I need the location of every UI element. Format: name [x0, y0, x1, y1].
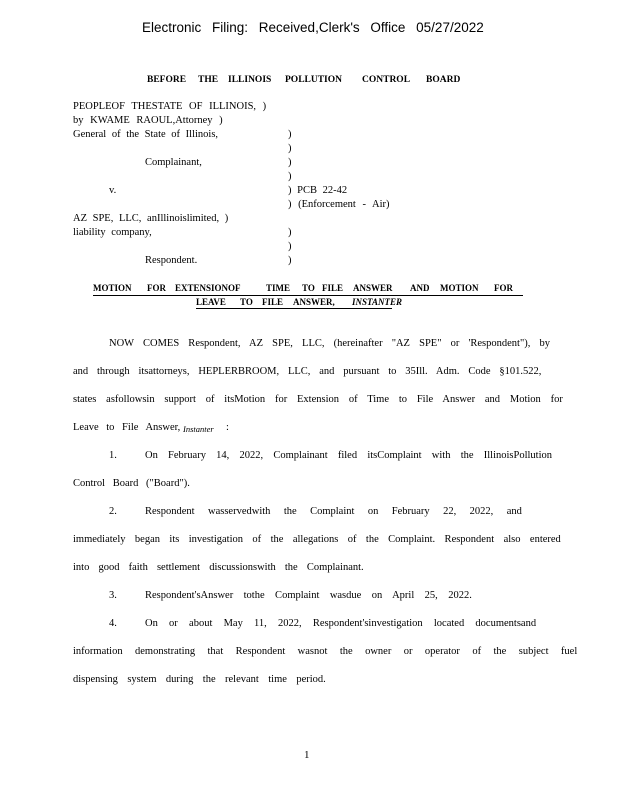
caption-paren: ) [288, 171, 292, 182]
caption-paren: ) [288, 143, 292, 154]
title-word: TO [302, 283, 315, 293]
caption-versus: v. [109, 185, 117, 196]
title-word: AND [410, 283, 430, 293]
paragraph-line: dispensing system during the relevant time period. [73, 674, 326, 685]
title-word: EXTENSIONOF [175, 283, 241, 293]
paragraph-line: On or about May 11, 2022, Respondent'sinvestigation located documentsand [145, 618, 537, 629]
paragraph-number: 3. [109, 590, 117, 601]
title-word: TIME [266, 283, 291, 293]
title-instanter: INSTANTER [352, 297, 403, 307]
paragraph-line: information demonstrating that Respondent wasnot the owner or operator of the subject fuel [73, 646, 578, 657]
caption-respondent-line2: liability company, [73, 227, 152, 238]
title-underline-1 [93, 295, 523, 296]
title-word: LEAVE [196, 297, 226, 307]
caption-paren: ) [288, 129, 292, 140]
page-number: 1 [304, 749, 310, 761]
header-word: BEFORE [147, 75, 187, 85]
header-word: THE [198, 75, 219, 85]
paragraph-line: On February 14, 2022, Complainant filed itsComplaint with the IllinoisPollution [145, 450, 553, 461]
title-word: MOTION [93, 283, 132, 293]
caption-people-line1: PEOPLEOF THESTATE OF ILLINOIS, ) [73, 101, 267, 112]
paragraph-line: Respondent'sAnswer tothe Complaint wasdue on April 25, 2022. [145, 590, 472, 601]
title-word: TO [240, 297, 253, 307]
caption-enforcement: ) (Enforcement - Air) [288, 199, 390, 210]
title-word: MOTION [440, 283, 479, 293]
filing-stamp: Electronic Filing: Received,Clerk's Office 05/27/2022 [142, 20, 484, 35]
caption-people-line2: by KWAME RAOUL,Attorney ) [73, 115, 223, 126]
header-word: POLLUTION [285, 75, 343, 85]
title-underline-2 [196, 308, 392, 309]
caption-people-line3: General of the State of Illinois, [73, 129, 219, 140]
caption-pcb: ) PCB 22-42 [288, 185, 348, 196]
caption-paren: ) [288, 255, 292, 266]
title-word: FOR [494, 283, 513, 293]
intro-instanter: Instanter [183, 424, 214, 434]
title-word: FILE [262, 297, 284, 307]
intro-line: and through itsattorneys, HEPLERBROOM, LLC, and pursuant to 35Ill. Adm. Code §101.522, [73, 366, 542, 377]
paragraph-number: 2. [109, 506, 117, 517]
caption-respondent-label: Respondent. [145, 255, 198, 266]
paragraph-line: Control Board ("Board"). [73, 478, 190, 489]
intro-line: NOW COMES Respondent, AZ SPE, LLC, (hereinafter "AZ SPE" or 'Respondent"), by [109, 338, 550, 349]
paragraph-number: 1. [109, 450, 117, 461]
caption-complainant: Complainant, [145, 157, 202, 168]
paragraph-line: into good faith settlement discussionswith the Complainant. [73, 562, 364, 573]
intro-colon: : [226, 422, 229, 433]
paragraph-number: 4. [109, 618, 117, 629]
caption-paren: ) [288, 157, 292, 168]
intro-line: states asfollowsin support of itsMotion for Extension of Time to File Answer and Motion for [73, 394, 563, 405]
title-word: FILE [322, 283, 344, 293]
title-word: FOR [147, 283, 166, 293]
caption-paren: ) [288, 241, 292, 252]
paragraph-line: immediately began its investigation of the allegations of the Complaint. Respondent also entered [73, 534, 561, 545]
header-word: BOARD [426, 75, 461, 85]
title-word: ANSWER [353, 283, 393, 293]
header-word: ILLINOIS [228, 75, 272, 85]
caption-respondent-line1: AZ SPE, LLC, anIllinoislimited, ) [73, 213, 229, 224]
title-word: ANSWER, [293, 297, 335, 307]
paragraph-line: Respondent wasservedwith the Complaint on February 22, 2022, and [145, 506, 522, 517]
intro-line: Leave to File Answer, [73, 422, 181, 433]
caption-paren: ) [288, 227, 292, 238]
header-word: CONTROL [362, 75, 411, 85]
